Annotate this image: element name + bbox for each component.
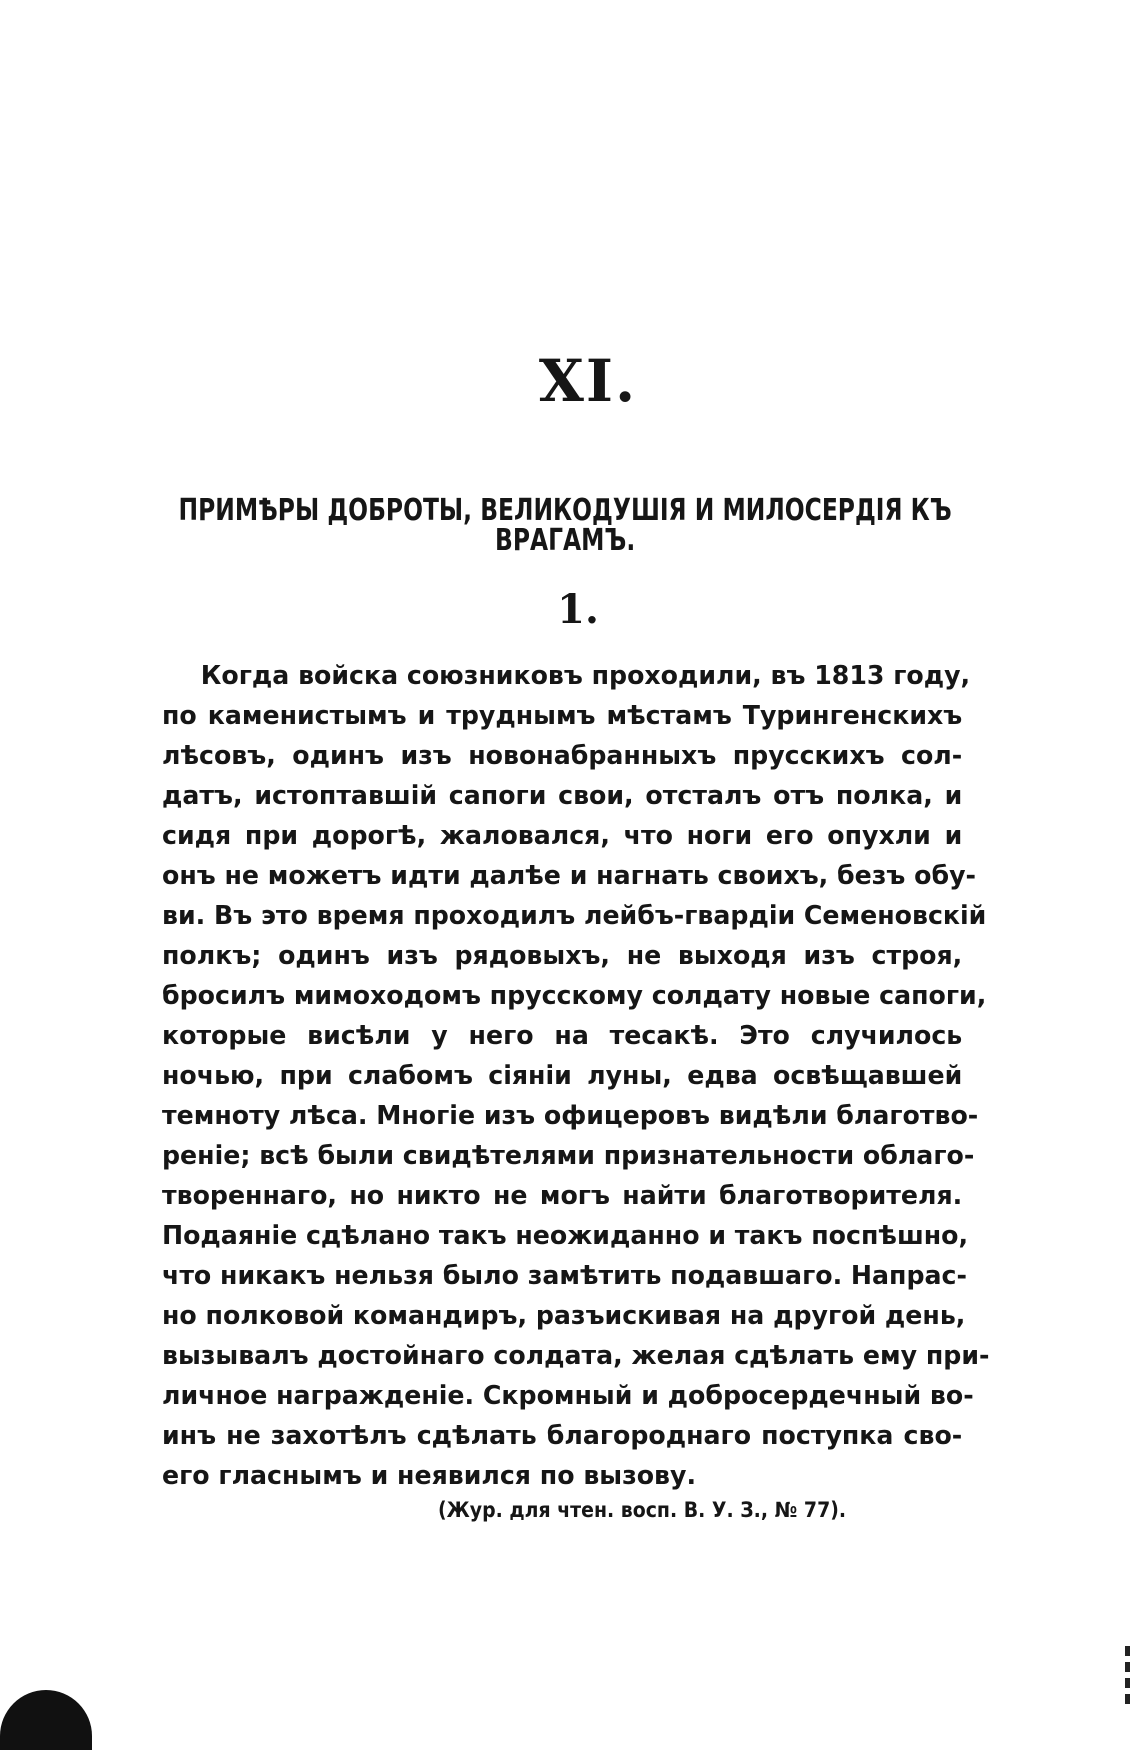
paragraph-line: по каменистымъ и труднымъ мѣстамъ Турингенскихъ bbox=[162, 701, 963, 731]
paragraph-line: лѣсовъ, одинъ изъ новонабранныхъ прусскихъ сол- bbox=[162, 741, 963, 771]
paragraph-line: полкъ; одинъ изъ рядовыхъ, не выходя изъ строя, bbox=[162, 941, 963, 971]
paragraph-line: сидя при дорогѣ, жаловался, что ноги его опухли и bbox=[162, 821, 963, 851]
page-edge-marks bbox=[1120, 1640, 1134, 1730]
chapter-number: XI. bbox=[538, 347, 638, 415]
paragraph-line: Подаяніе сдѣлано такъ неожиданно и такъ поспѣшно, bbox=[162, 1221, 969, 1251]
paragraph-line: личное награжденіе. Скромный и добросердечный во- bbox=[162, 1381, 974, 1411]
paragraph-line: бросилъ мимоходомъ прусскому солдату новые сапоги, bbox=[162, 981, 987, 1011]
paragraph-line: инъ не захотѣлъ сдѣлать благороднаго поступка сво- bbox=[162, 1421, 963, 1451]
paragraph-line: которые висѣли у него на тесакѣ. Это случилось bbox=[162, 1021, 963, 1051]
paragraph-line: вызывалъ достойнаго солдата, желая сдѣлать ему при- bbox=[162, 1341, 990, 1371]
paragraph-line: что никакъ нельзя было замѣтить подавшаго. Напрас- bbox=[162, 1261, 967, 1291]
paragraph-line: темноту лѣса. Многіе изъ офицеровъ видѣли благотво- bbox=[162, 1101, 979, 1131]
source-citation: (Жур. для чтен. восп. В. У. З., № 77). bbox=[438, 1498, 847, 1522]
chapter-title: ПРИМѢРЫ ДОБРОТЫ, ВЕЛИКОДУШІЯ И МИЛОСЕРДІЯ КЪ ВРАГАМЪ. bbox=[178, 493, 952, 558]
section-number: 1. bbox=[557, 586, 599, 633]
paragraph bbox=[162, 656, 990, 1496]
paragraph-line: ви. Въ это время проходилъ лейбъ-гвардіи Семеновскій bbox=[162, 901, 987, 931]
paragraph-line: ночью, при слабомъ сіяніи луны, едва освѣщавшей bbox=[162, 1061, 963, 1091]
paragraph-line: но полковой командиръ, разъискивая на другой день, bbox=[162, 1301, 966, 1331]
paragraph-line: твореннаго, но никто не могъ найти благотворителя. bbox=[162, 1181, 963, 1211]
ink-blot bbox=[0, 1690, 92, 1750]
paragraph-line: реніе; всѣ были свидѣтелями признательности облаго- bbox=[162, 1141, 975, 1171]
paragraph-line: Когда войска союзниковъ проходили, въ 1813 году, bbox=[200, 661, 971, 691]
paragraph-line: датъ, истоптавшій сапоги свои, отсталъ отъ полка, и bbox=[162, 781, 963, 811]
paragraph-line: онъ не можетъ идти далѣе и нагнать своихъ, безъ обу- bbox=[162, 861, 976, 891]
paragraph-line: его гласнымъ и неявился по вызову. bbox=[162, 1461, 697, 1491]
